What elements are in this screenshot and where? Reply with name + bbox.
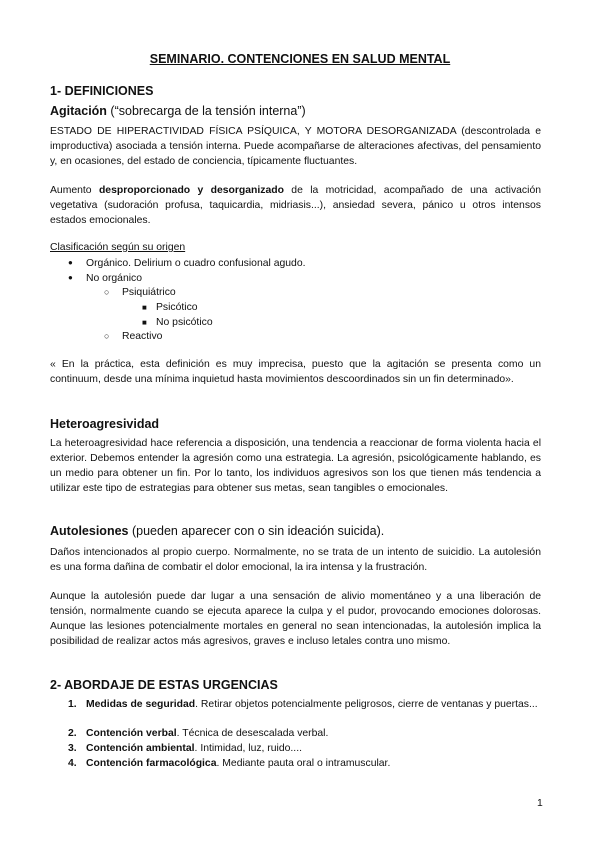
document-title: SEMINARIO. CONTENCIONES EN SALUD MENTAL — [149, 52, 451, 66]
heading-heteroagresividad: Heteroagresividad — [50, 417, 160, 431]
heading-autolesiones — [50, 524, 384, 538]
bullet-circle-icon: ○ — [104, 331, 110, 341]
list-item-no-organico: ● No orgánico — [68, 270, 142, 286]
page-number: 1 — [537, 798, 543, 809]
bullet-dot-icon: ● — [68, 258, 73, 267]
bullet-dot-icon: ● — [68, 273, 73, 282]
section-heading-abordaje: 2- ABORDAJE DE ESTAS URGENCIAS — [50, 678, 278, 692]
ordered-list-item-3: 3. Contención ambiental. Intimidad, luz, ruido.... — [68, 743, 302, 754]
agitacion-paragraph-1: ESTADO DE HIPERACTIVIDAD FÍSICA PSÍQUICA, Y MOTORA DESORGANIZADA (descontrolada e improductiva) asociada a tensión interna. Puede acompañarse de alteraciones afectivas, del pensamiento y, en ocasiones, del estado de conciencia, típicamente fluctuantes. — [50, 126, 541, 167]
autolesiones-paragraph-1: Daños intencionados al propio cuerpo. Normalmente, no se trata de un intento de suicidio. La autolesión es una forma dañina de combatir el dolor emocional, la ira intensa y la frustración. — [50, 547, 541, 573]
bullet-square-icon: ■ — [142, 318, 147, 327]
ordered-list-item-1: 1. Medidas de seguridad. Retirar objetos potencialmente peligrosos, cierre de ventanas y puertas... — [68, 699, 538, 710]
heading-autolesiones-subtitle: (pueden aparecer con o sin ideación suicida). — [128, 524, 385, 538]
list-item-psicotico: ■ Psicótico — [142, 302, 198, 313]
clasificacion-title: Clasificación según su origen — [50, 242, 186, 253]
ordered-list-item-4: 4. Contención farmacológica. Mediante pauta oral o intramuscular. — [68, 758, 391, 769]
list-item-no-psicotico: ■ No psicótico — [142, 317, 213, 328]
agitacion-p2-bold: desproporcionado y desorganizado — [98, 185, 284, 196]
agitacion-quote: « En la práctica, esta definición es muy imprecisa, puesto que la agitación se presenta como un continuum, desde una mínima inquietud hasta movimientos descoordinados sin un fin determinado». — [50, 359, 541, 385]
heading-agitacion — [50, 104, 306, 118]
heading-agitacion-subtitle: (“sobrecarga de la tensión interna”) — [106, 104, 306, 118]
autolesiones-paragraph-2: Aunque la autolesión puede dar lugar a una sensación de alivio momentáneo y a una liberación de tensión, normalmente cuando se ejecuta aparece la culpa y el pudor, provocando emociones dolorosas. Aunque las lesiones potencialmente mortales en general no sean intencionadas, la autolesión implica la posibilidad de realizar actos más agresivos, graves e incluso letales contra uno mismo. — [50, 591, 541, 647]
heading-autolesiones-title: Autolesiones — [50, 524, 129, 538]
list-item-reactivo: ○ Reactivo — [104, 331, 163, 342]
bullet-circle-icon: ○ — [104, 287, 110, 297]
bullet-square-icon: ■ — [142, 303, 147, 312]
agitacion-p2-pre: Aumento — [50, 185, 99, 196]
agitacion-paragraph-2 — [50, 183, 541, 228]
list-item-psiquiatrico: ○ Psiquiátrico — [104, 287, 176, 298]
section-heading-definiciones: 1- DEFINICIONES — [50, 84, 154, 98]
heteroagresividad-paragraph: La heteroagresividad hace referencia a disposición, una tendencia a reaccionar de forma violenta hacia el exterior. Debemos entender la agresión como una estrategia. La agresión, psicológicamente hablando, es un medio para obtener un fin. Por lo tanto, los individuos agresivos son los que tienen más tendencia a utilizar este tipo de estrategias para obtener sus metas, sean tangibles o emocionales. — [50, 438, 541, 494]
list-item-organico: ● Orgánico. Delirium o cuadro confusional agudo. — [68, 255, 305, 271]
ordered-list-item-2: 2. Contención verbal. Técnica de desescalada verbal. — [68, 728, 329, 739]
agitacion-p2-post: de la motricidad, acompañado de una activación vegetativa (sudoración profusa, taquicardia, midriasis...), ansiedad severa, pánico u otros intensos estados emocionales. — [50, 185, 541, 226]
heading-agitacion-title: Agitación — [50, 104, 107, 118]
